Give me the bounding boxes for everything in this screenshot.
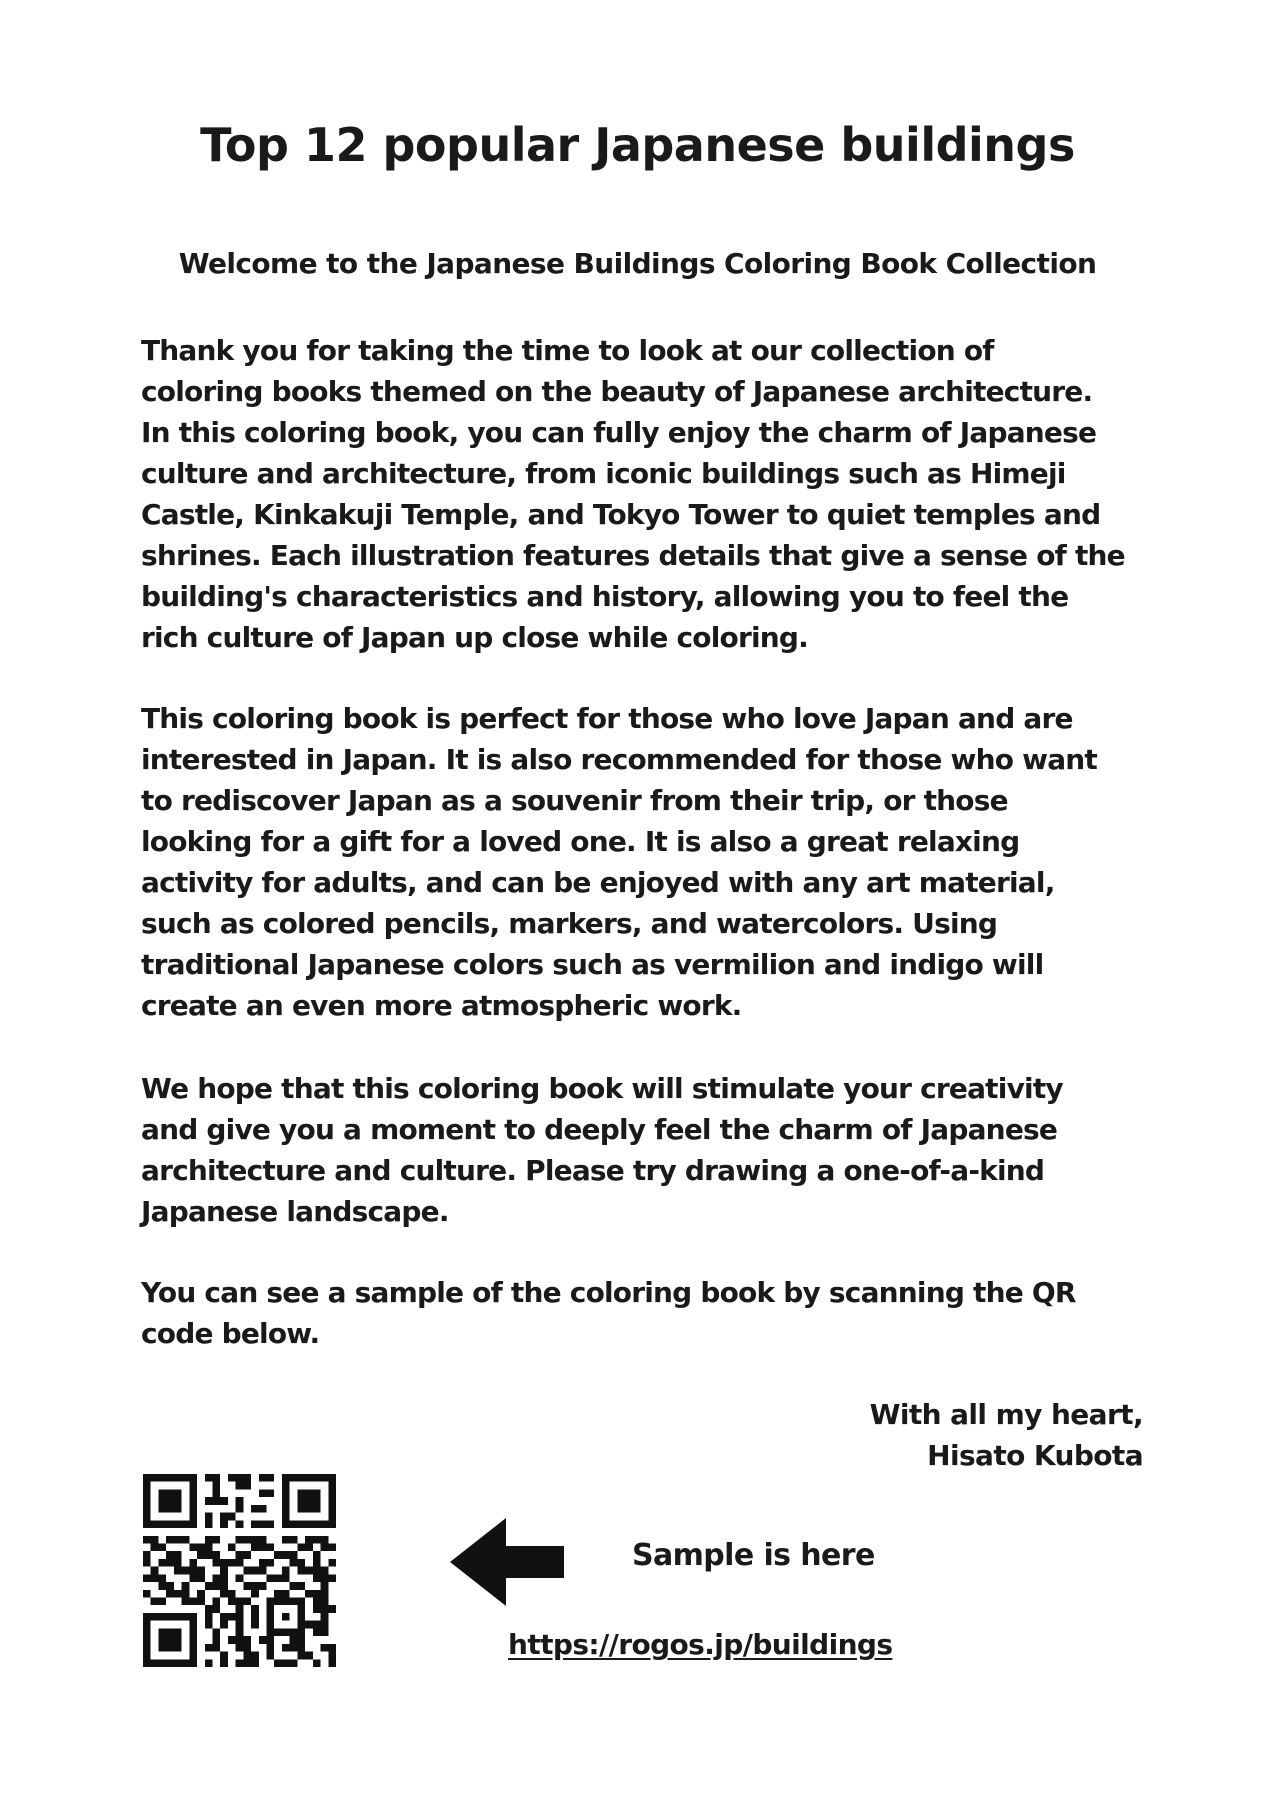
page-title: Top 12 popular Japanese buildings [200, 118, 1075, 172]
text-line: shrines. Each illustration features details that give a sense of the [141, 539, 1125, 572]
text-line: looking for a gift for a loved one. It is also a great relaxing [141, 825, 1020, 858]
text-line: and give you a moment to deeply feel the charm of Japanese [141, 1113, 1058, 1146]
text-line: such as colored pencils, markers, and watercolors. Using [141, 907, 998, 940]
text-line: culture and architecture, from iconic buildings such as Himeji [141, 457, 1066, 490]
signoff [870, 1394, 1143, 1476]
paragraph-qr-instructions [141, 1272, 1151, 1354]
text-line: interested in Japan. It is also recommended for those who want [141, 743, 1098, 776]
text-line: coloring books themed on the beauty of Japanese architecture. [141, 375, 1093, 408]
text-line: rich culture of Japan up close while coloring. [141, 621, 808, 654]
signoff-author: Hisato Kubota [927, 1439, 1143, 1472]
paragraph-intro [141, 330, 1151, 658]
text-line: Thank you for taking the time to look at our collection of [141, 334, 994, 367]
text-line: building's characteristics and history, allowing you to feel the [141, 580, 1069, 613]
text-line: activity for adults, and can be enjoyed with any art material, [141, 866, 1055, 899]
text-line: create an even more atmospheric work. [141, 989, 742, 1022]
arrow-left-icon [450, 1518, 564, 1606]
signoff-closing: With all my heart, [869, 1398, 1143, 1431]
sample-url-link[interactable]: https://rogos.jp/buildings [508, 1628, 893, 1661]
text-line: We hope that this coloring book will stimulate your creativity [141, 1072, 1063, 1105]
text-line: Japanese landscape. [141, 1195, 449, 1228]
text-line: code below. [141, 1317, 320, 1350]
text-line: traditional Japanese colors such as vermilion and indigo will [141, 948, 1044, 981]
text-line: This coloring book is perfect for those who love Japan and are [141, 702, 1073, 735]
paragraph-hope [141, 1068, 1151, 1232]
text-line: In this coloring book, you can fully enjoy the charm of Japanese [141, 416, 1097, 449]
text-line: to rediscover Japan as a souvenir from their trip, or those [141, 784, 1008, 817]
welcome-heading: Welcome to the Japanese Buildings Coloring Book Collection [178, 247, 1097, 280]
paragraph-audience [141, 698, 1151, 1026]
text-line: architecture and culture. Please try drawing a one-of-a-kind [141, 1154, 1045, 1187]
text-line: You can see a sample of the coloring book by scanning the QR [141, 1276, 1076, 1309]
qr-code-icon[interactable] [143, 1474, 336, 1667]
text-line: Castle, Kinkakuji Temple, and Tokyo Tower to quiet temples and [141, 498, 1101, 531]
sample-label: Sample is here [632, 1538, 875, 1573]
